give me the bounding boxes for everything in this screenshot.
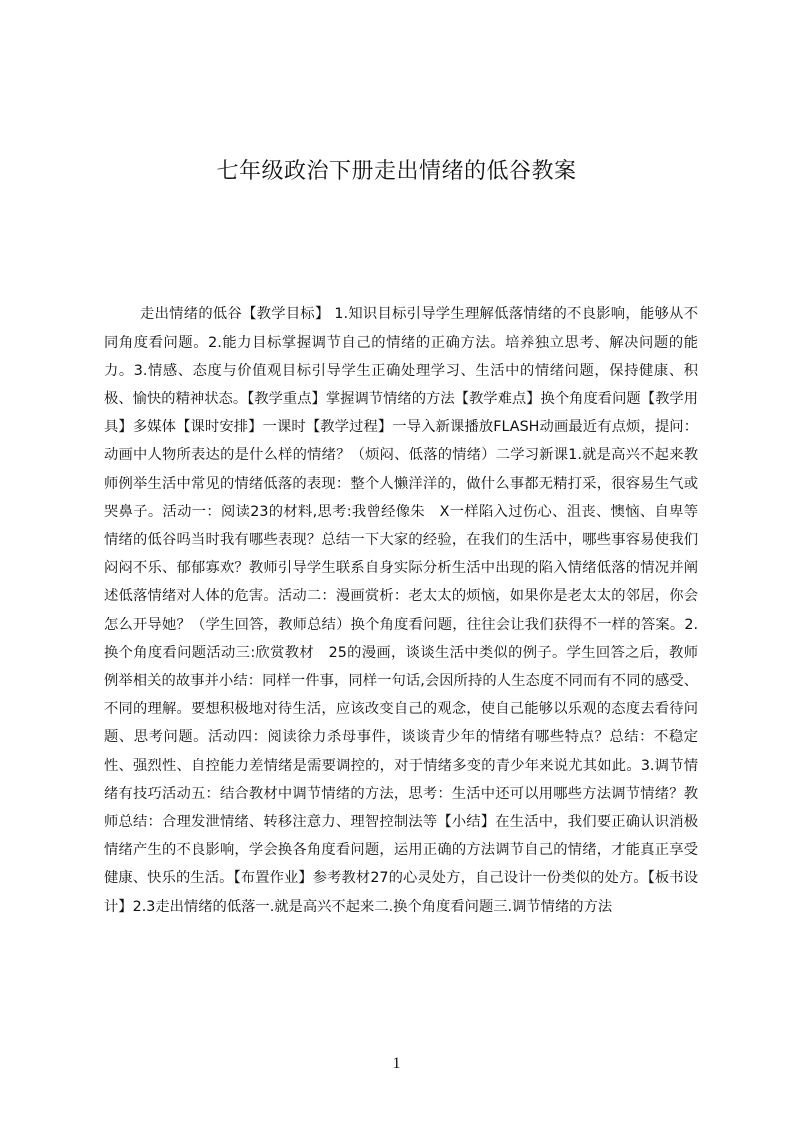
document-title: 七年级政治下册走出情绪的低谷教案 <box>216 158 577 184</box>
page-number: 1 <box>392 1055 401 1072</box>
body-paragraph: 走出情绪的低谷【教学目标】 1.知识目标引导学生理解低落情绪的不良影响，能够从不同角度看问题。2.能力目标掌握调节自己的情绪的正确方法。培养独立思考、解决问题的能力。3.情感、态度与价值观目标引导学生正确处理学习、生活中的情绪问题，保持健康、积极、愉快的精神状态。【教学重点】掌握调节情绪的方法【教学难点】换个角度看问题【教学用具】多媒体【课时安排】一课时【教学过程】一导入新课播放FLASH动画最近有点烦，提问：动画中人物所表达的是什么样的情绪？（烦闷、低落的情绪）二学习新课1.就是高兴不起来教师例举生活中常见的情绪低落的表现：整个人懒洋洋的，做什么事都无精打采，很容易生气或哭鼻子。活动一：阅读23的材料,思考:我曾经像朱 X一样陷入过伤心、沮丧、懊恼、自卑等情绪的低谷吗当时我有哪些表现？总结一下大家的经验，在我们的生活中，哪些事容易使我们闷闷不乐、郁郁寡欢？教师引导学生联系自身实际分析生活中出现的陷入情绪低落的情况并阐述低落情绪对人体的危害。活动二：漫画赏析：老太太的烦恼，如果你是老太太的邻居，你会怎么开导她？（学生回答，教师总结）换个角度看问题，往往会让我们获得不一样的答案。2.换个角度看问题活动三:欣赏教材 25的漫画，谈谈生活中类似的例子。学生回答之后，教师例举相关的故事并小结：同样一件事，同样一句话,会因所持的人生态度不同而有不同的感受、不同的理解。要想积极地对待生活，应该改变自己的观念，使自己能够以乐观的态度去看待问题、思考问题。活动四：阅读徐力杀母事件，谈谈青少年的情绪有哪些特点？总结：不稳定性、强烈性、自控能力差情绪是需要调控的，对于情绪多变的青少年来说尤其如此。3.调节情绪有技巧活动五：结合教材中调节情绪的方法，思考：生活中还可以用哪些方法调节情绪？教师总结：合理发泄情绪、转移注意力、理智控制法等【小结】在生活中，我们要正确认识消极情绪产生的不良影响，学会换各角度看问题，运用正确的方法调节自己的情绪，才能真正享受健康、快乐的生活。【布置作业】参考教材27的心灵处方，自己设计一份类似的处方。【板书设计】2.3走出情绪的低落一.就是高兴不起来二.换个角度看问题三.调节情绪的方法 <box>104 306 698 915</box>
